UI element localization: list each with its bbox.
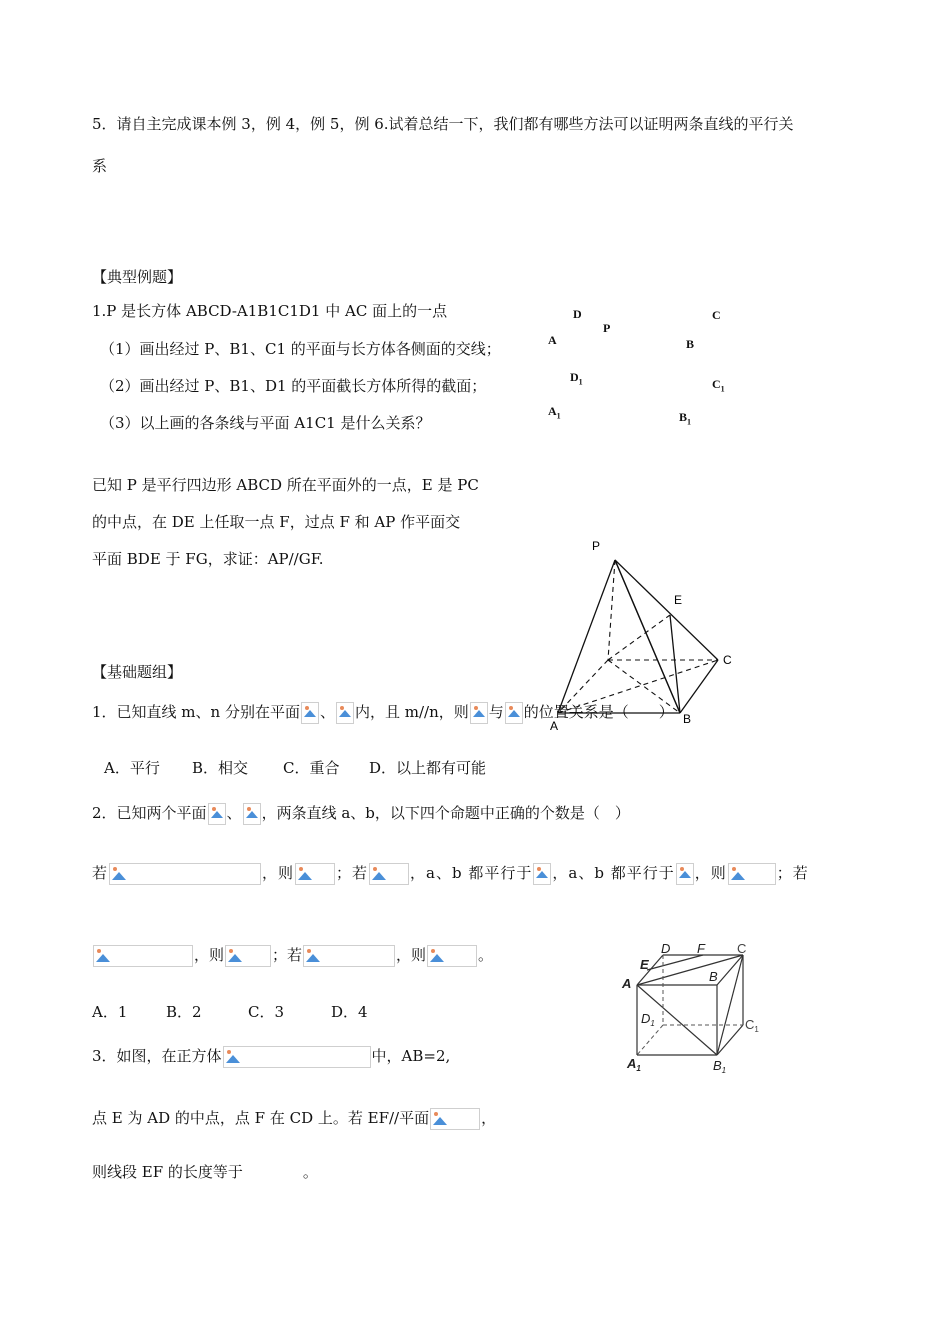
- typical-p1-a: （1）画出经过 P、B1、C1 的平面与长方体各侧面的交线；: [100, 340, 501, 358]
- q2-l2-semi: ；若: [272, 946, 303, 964]
- formula-image-icon: [109, 863, 261, 885]
- q5-line1: 5．请自主完成课本例 3，例 4，例 5，例 6.试着总结一下，我们都有哪些方法可以证明两条直线的平行关: [92, 115, 794, 133]
- formula-image-icon: [225, 945, 271, 967]
- pyramid-label-b: B: [683, 712, 692, 726]
- q3-l3-end: 。: [302, 1163, 318, 1181]
- q3-text-a: 3．如图，在正方体: [92, 1047, 222, 1065]
- formula-image-icon: [208, 803, 226, 825]
- basic-header: 【基础题组】: [92, 663, 183, 681]
- cube-label-d: D: [661, 941, 671, 956]
- q2-option-a: A．1: [92, 1003, 128, 1021]
- typical-p1-c: （3）以上画的各条线与平面 A1C1 是什么关系？: [100, 414, 431, 432]
- q1-option-d: D．以上都有可能: [369, 759, 487, 777]
- typical-p2-line3: 平面 BDE 于 FG，求证：AP//GF.: [92, 550, 324, 568]
- box-label-b: B: [686, 337, 695, 351]
- basic-q2: [92, 803, 630, 825]
- cube-label-b1: $B_1$: [713, 1058, 727, 1075]
- box-label-b1: $B_1$: [679, 410, 692, 427]
- typical-header: 【典型例题】: [92, 268, 183, 286]
- q2-text-b: 、: [226, 804, 242, 822]
- formula-image-icon: [728, 863, 776, 885]
- q2-text-c: ，两条直线 a、b，以下四个命题中正确的个数是（ ）: [261, 804, 630, 822]
- q1-text-d: 与: [488, 703, 504, 721]
- cube-label-f: F: [697, 941, 705, 956]
- pyramid-label-c: C: [723, 653, 732, 667]
- cube-figure: [615, 935, 775, 1080]
- q2-l1-ab2: ，a、b 都平行于: [552, 864, 675, 882]
- basic-q1: [92, 702, 674, 724]
- q2-l1-end: ；若: [776, 864, 809, 882]
- q2-l1-semi: ；若: [336, 864, 369, 882]
- formula-image-icon: [369, 863, 409, 885]
- q2-line2: [92, 945, 493, 967]
- formula-image-icon: [93, 945, 193, 967]
- cube-label-c: C: [737, 941, 747, 956]
- formula-image-icon: [301, 702, 319, 724]
- formula-image-icon: [295, 863, 335, 885]
- q1-option-a: A．平行: [104, 759, 160, 777]
- q3-l3: 则线段 EF 的长度等于: [92, 1163, 243, 1181]
- typical-p2-line2: 的中点，在 DE 上任取一点 F，过点 F 和 AP 作平面交: [92, 513, 461, 531]
- q2-line1: [92, 863, 809, 885]
- formula-image-icon: [470, 702, 488, 724]
- q1-option-c: C．重合: [283, 759, 340, 777]
- q2-l1-ze: ，则: [262, 864, 295, 882]
- q3-l2-a: 点 E 为 AD 的中点，点 F 在 CD 上。若 EF//平面: [92, 1109, 430, 1127]
- pyramid-label-a: A: [550, 719, 559, 733]
- box-label-c: C: [712, 308, 721, 322]
- cube-label-c1: $C_1$: [745, 1017, 759, 1034]
- q2-l2-end: 。: [478, 946, 494, 964]
- box-label-a: A: [548, 333, 557, 347]
- pyramid-label-p: P: [592, 539, 601, 553]
- typical-p1-b: （2）画出经过 P、B1、D1 的平面截长方体所得的截面；: [100, 377, 487, 395]
- q2-l1-ruo: 若: [92, 864, 109, 882]
- box-label-d1: $D_1$: [570, 370, 583, 387]
- q3-line2: [92, 1108, 496, 1130]
- q1-text-c: 内，且 m//n，则: [354, 703, 469, 721]
- q2-l2-ze2: ，则: [396, 946, 427, 964]
- formula-image-icon: [505, 702, 523, 724]
- q1-text-a: 1．已知直线 m、n 分别在平面: [92, 703, 300, 721]
- box-label-d: D: [573, 307, 582, 321]
- cube-label-a1: $A_1$: [627, 1056, 641, 1073]
- cube-label-a: A: [622, 976, 632, 991]
- cube-label-d1: $D_1$: [641, 1011, 655, 1028]
- q5-line2: 系: [92, 157, 108, 175]
- formula-image-icon: [303, 945, 395, 967]
- cube-label-e: E: [640, 957, 649, 972]
- q3-l2-b: ，: [481, 1109, 497, 1127]
- formula-image-icon: [243, 803, 261, 825]
- formula-image-icon: [676, 863, 694, 885]
- q3-text-b: 中，AB=2,: [371, 1047, 451, 1065]
- q2-options: [92, 1002, 368, 1022]
- basic-q3: [92, 1046, 450, 1068]
- q2-option-b: B．2: [166, 1003, 202, 1021]
- formula-image-icon: [427, 945, 477, 967]
- typical-p1: 1.P 是长方体 ABCD-A1B1C1D1 中 AC 面上的一点: [92, 302, 448, 320]
- q1-text-e: 的位置关系是（ ）: [523, 703, 674, 721]
- pyramid-label-e: E: [674, 593, 683, 607]
- box-label-c1: $C_1$: [712, 377, 725, 394]
- cube-label-b: B: [709, 969, 718, 984]
- q2-l1-ze2: ，则: [694, 864, 727, 882]
- q2-l1-ab1: ，a、b 都平行于: [410, 864, 533, 882]
- box-label-a1: $A_1$: [548, 404, 561, 421]
- formula-image-icon: [336, 702, 354, 724]
- q3-line3: [92, 1162, 318, 1182]
- formula-image-icon: [533, 863, 551, 885]
- q1-text-b: 、: [319, 703, 335, 721]
- q2-text-a: 2．已知两个平面: [92, 804, 207, 822]
- q2-option-c: C．3: [248, 1003, 285, 1021]
- formula-image-icon: [223, 1046, 371, 1068]
- q2-option-d: D．4: [331, 1003, 368, 1021]
- typical-p2-line1: 已知 P 是平行四边形 ABCD 所在平面外的一点，E 是 PC: [92, 476, 479, 494]
- formula-image-icon: [430, 1108, 480, 1130]
- box-label-p: P: [603, 321, 611, 335]
- q2-l2-ze: ，则: [194, 946, 225, 964]
- q1-options: [104, 758, 486, 778]
- q1-option-b: B．相交: [192, 759, 249, 777]
